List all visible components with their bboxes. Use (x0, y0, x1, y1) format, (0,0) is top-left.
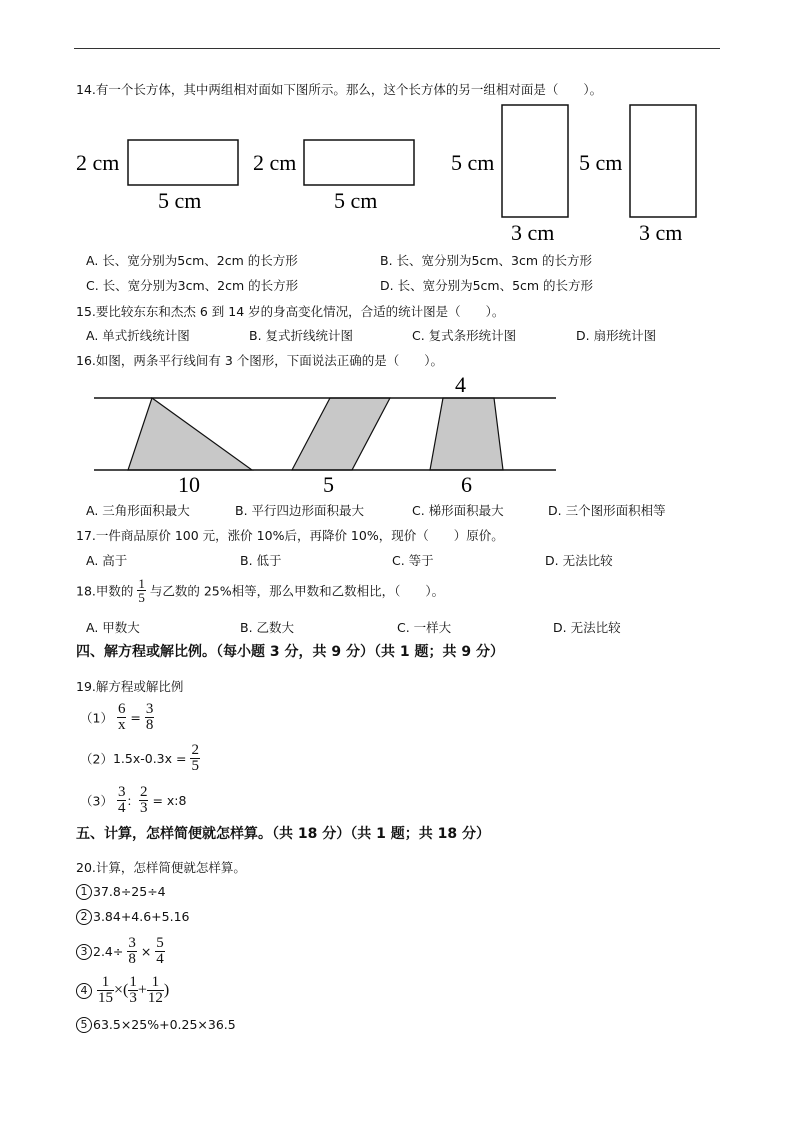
q19-part-2: （2）1.5x-0.3x = $\frac{2}{5}$ (80, 742, 199, 774)
q16-stem: 16.如图，两条平行线间有 3 个图形，下面说法正确的是（ ）。 (76, 353, 444, 368)
trapezoid-bottom-label: 6 (461, 472, 472, 496)
q17-option-b[interactable]: B. 低于 (240, 553, 282, 568)
q20-i3-frac-2: $\frac{5}{4}$ (156, 935, 164, 967)
circled-number-1: 1 (76, 884, 92, 900)
q19-p3-frac-1: $\frac{3}{4}$ (117, 784, 126, 816)
q14-option-a[interactable]: A. 长、宽分别为5cm、2cm 的长方形 (86, 253, 298, 268)
q17-option-c[interactable]: C. 等于 (392, 553, 434, 568)
rect2-bottom-label: 5 cm (334, 188, 378, 213)
q18-fraction: $\frac{1}{5}$ (138, 576, 145, 605)
q16-option-d[interactable]: D. 三个图形面积相等 (548, 503, 666, 518)
q16-figure (90, 370, 560, 496)
q18-option-d[interactable]: D. 无法比较 (553, 620, 621, 635)
q19-p2-frac: $\frac{2}{5}$ (191, 742, 199, 774)
q14-option-b[interactable]: B. 长、宽分别为5cm、3cm 的长方形 (380, 253, 593, 268)
circled-number-4: 4 (76, 983, 92, 999)
q20-i4-frac-1: $\frac{1}{15}$ (97, 974, 113, 1006)
q17-option-a[interactable]: A. 高于 (86, 553, 128, 568)
q17-option-d[interactable]: D. 无法比较 (545, 553, 613, 568)
q19-part-3: （3） $\frac{3}{4}$ ： $\frac{2}{3}$ = x:8 (80, 784, 187, 816)
q18-stem: 18.甲数的 $\frac{1}{5}$ 与乙数的 25%相等，那么甲数和乙数相比，（ ）。 (76, 576, 445, 605)
rect3-side-label: 5 cm (451, 150, 495, 175)
q17-stem: 17.一件商品原价 100 元，涨价 10%后，再降价 10%，现价（ ）原价。 (76, 528, 504, 543)
trapezoid-shape (430, 398, 503, 470)
q20-item-4: 4 $\frac{1}{15}$ ×( $\frac{1}{3}$ + $\frac{1}{12}$ ) (76, 975, 169, 1006)
q14-option-c[interactable]: C. 长、宽分别为3cm、2cm 的长方形 (86, 278, 299, 293)
q15-option-b[interactable]: B. 复式折线统计图 (249, 328, 354, 343)
q20-item-5: 5 63.5×25%+0.25×36.5 (76, 1016, 236, 1033)
rect4-side-label: 5 cm (579, 150, 623, 175)
q19-p1-frac-right: $\frac{3}{8}$ (145, 701, 154, 733)
q14-stem: 14.有一个长方体，其中两组相对面如下图所示。那么，这个长方体的另一组相对面是（ ）。 (76, 82, 603, 97)
q16-option-c[interactable]: C. 梯形面积最大 (412, 503, 504, 518)
section-4-title: 四、解方程或解比例。（每小题 3 分，共 9 分）（共 1 题；共 9 分） (76, 644, 504, 660)
q18-option-b[interactable]: B. 乙数大 (240, 620, 295, 635)
q16-option-a[interactable]: A. 三角形面积最大 (86, 503, 190, 518)
q20-i4-frac-3: $\frac{1}{12}$ (147, 974, 163, 1006)
q19-part-1: （1） $\frac{6}{x}$ = $\frac{3}{8}$ (80, 701, 154, 733)
rect3-bottom-label: 3 cm (511, 220, 555, 245)
q20-item-2: 2 3.84+4.6+5.16 (76, 908, 190, 925)
trapezoid-top-label: 4 (455, 372, 466, 397)
q20-stem: 20.计算，怎样简便就怎样算。 (76, 860, 246, 875)
q20-item-3: 3 2.4÷ $\frac{3}{8}$ × $\frac{5}{4}$ (76, 936, 165, 967)
rect4-bottom-label: 3 cm (639, 220, 683, 245)
q15-option-d[interactable]: D. 扇形统计图 (576, 328, 657, 343)
q16-option-b[interactable]: B. 平行四边形面积最大 (235, 503, 365, 518)
q19-stem: 19.解方程或解比例 (76, 679, 184, 694)
q18-option-c[interactable]: C. 一样大 (397, 620, 452, 635)
q20-i3-frac-1: $\frac{3}{8}$ (128, 935, 136, 967)
circled-number-3: 3 (76, 944, 92, 960)
q20-item-1: 1 37.8÷25÷4 (76, 883, 166, 900)
q20-i4-frac-2: $\frac{1}{3}$ (129, 974, 137, 1006)
circled-number-2: 2 (76, 909, 92, 925)
q15-option-c[interactable]: C. 复式条形统计图 (412, 328, 517, 343)
q19-p1-frac-left: $\frac{6}{x}$ (117, 701, 126, 733)
q19-p3-frac-2: $\frac{2}{3}$ (139, 784, 148, 816)
rect2-side-label: 2 cm (253, 150, 297, 175)
header-rule (74, 48, 720, 49)
triangle-shape (128, 398, 252, 470)
face-rect-1 (128, 140, 238, 185)
q15-option-a[interactable]: A. 单式折线统计图 (86, 328, 190, 343)
face-rect-4 (630, 105, 696, 217)
circled-number-5: 5 (76, 1017, 92, 1033)
rect1-side-label: 2 cm (76, 150, 120, 175)
face-rect-2 (304, 140, 414, 185)
section-5-title: 五、计算，怎样简便就怎样算。（共 18 分）（共 1 题；共 18 分） (76, 826, 490, 842)
rect1-bottom-label: 5 cm (158, 188, 202, 213)
face-rect-3 (502, 105, 568, 217)
q14-figure (72, 100, 722, 248)
parallelogram-base-label: 5 (323, 472, 334, 496)
q18-option-a[interactable]: A. 甲数大 (86, 620, 140, 635)
q15-stem: 15.要比较东东和杰杰 6 到 14 岁的身高变化情况，合适的统计图是（ ）。 (76, 304, 505, 319)
q14-option-d[interactable]: D. 长、宽分别为5cm、5cm 的长方形 (380, 278, 594, 293)
parallelogram-shape (292, 398, 390, 470)
triangle-base-label: 10 (178, 472, 200, 496)
